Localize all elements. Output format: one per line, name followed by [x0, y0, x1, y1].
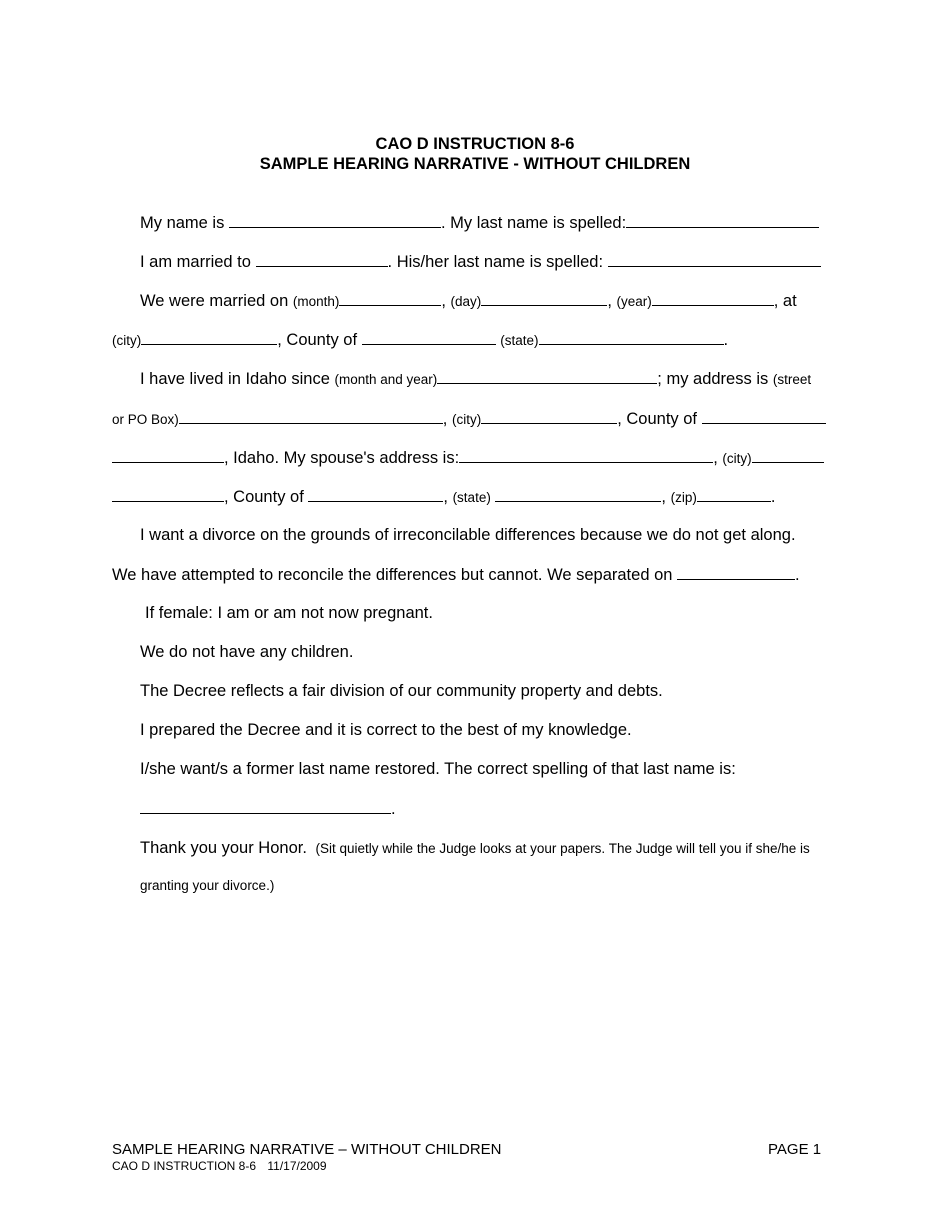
- name-label: My name is: [140, 214, 225, 232]
- footer-title: SAMPLE HEARING NARRATIVE – WITHOUT CHILDREN: [112, 1141, 502, 1158]
- spouse-address-line: , Idaho. My spouse's address is: , (city): [112, 448, 824, 468]
- city-label: (city): [451, 412, 482, 427]
- spouse-city-field-cont[interactable]: [112, 487, 224, 502]
- spouse-spelled-field[interactable]: [608, 252, 821, 267]
- married-city-field[interactable]: [141, 330, 277, 345]
- footer-date: 11/17/2009: [267, 1159, 327, 1173]
- married-day-field[interactable]: [481, 291, 607, 306]
- my-address-label: ; my address is: [657, 370, 769, 388]
- thank-you-text: Thank you your Honor.: [140, 839, 307, 857]
- month-label: (month): [292, 294, 340, 309]
- instructions-text-cont: granting your divorce.): [140, 878, 275, 893]
- pregnant-text: If female: I am or am not now pregnant.: [145, 604, 433, 622]
- footer-page-number: PAGE 1: [768, 1141, 822, 1158]
- street-field[interactable]: [179, 409, 443, 424]
- county-label: , County of: [617, 410, 697, 428]
- year-label: (year): [616, 294, 652, 309]
- spouse-location-line: , County of , (state) , (zip) .: [112, 487, 775, 507]
- married-place-line: (city) , County of (state) .: [112, 331, 729, 349]
- instructions-text: (Sit quietly while the Judge looks at your papers. The Judge will tell you if she/he is: [315, 841, 810, 856]
- decree-prepared-text: I prepared the Decree and it is correct to the best of my knowledge.: [140, 721, 632, 739]
- county-field-cont[interactable]: [112, 448, 224, 463]
- county-label: , County of: [277, 331, 358, 349]
- city-label: (city): [112, 333, 142, 348]
- married-on-label: We were married on: [140, 292, 289, 310]
- married-state-field[interactable]: [539, 330, 724, 345]
- married-to-label: I am married to: [140, 253, 251, 271]
- spouse-state-field[interactable]: [495, 487, 661, 502]
- name-spelled-label: . My last name is spelled:: [440, 214, 627, 232]
- married-year-field[interactable]: [652, 291, 774, 306]
- po-box-label: or PO Box): [112, 412, 179, 427]
- spouse-address-field[interactable]: [459, 448, 713, 463]
- footer-code-line: [112, 1159, 327, 1173]
- married-on-line: We were married on (month) , (day) , (year) , at: [140, 292, 797, 310]
- footer-code: CAO D INSTRUCTION 8-6: [112, 1159, 257, 1173]
- separated-date-field[interactable]: [677, 565, 795, 580]
- spouse-county-field[interactable]: [308, 487, 443, 502]
- idaho-spouse-label: , Idaho. My spouse's address is:: [224, 449, 460, 467]
- day-label: (day): [450, 294, 482, 309]
- separated-line: We have attempted to reconcile the differences but cannot. We separated on .: [112, 566, 800, 584]
- county-label: , County of: [224, 488, 304, 506]
- document-title: CAO D INSTRUCTION 8-6: [375, 135, 575, 153]
- separated-label: We have attempted to reconcile the differences but cannot. We separated on: [112, 566, 673, 584]
- street-label: (street: [772, 372, 812, 387]
- document-subtitle: SAMPLE HEARING NARRATIVE - WITHOUT CHILDREN: [259, 155, 691, 173]
- name-line: [140, 213, 819, 233]
- married-county-field[interactable]: [362, 330, 496, 345]
- decree-fair-text: The Decree reflects a fair division of our community property and debts.: [140, 682, 663, 700]
- grounds-text: I want a divorce on the grounds of irreconcilable differences because we do not get along.: [140, 526, 796, 544]
- name-spelled-field[interactable]: [626, 213, 819, 228]
- state-label: (state): [452, 490, 491, 505]
- spouse-spelled-label: . His/her last name is spelled:: [387, 253, 604, 271]
- city-field[interactable]: [481, 409, 617, 424]
- spouse-zip-field[interactable]: [697, 487, 771, 502]
- name-field[interactable]: [229, 213, 441, 228]
- spouse-name-field[interactable]: [256, 252, 388, 267]
- county-field[interactable]: [702, 409, 826, 424]
- married-to-line: [140, 252, 821, 272]
- spouse-city-field[interactable]: [752, 448, 824, 463]
- former-name-field[interactable]: [140, 799, 391, 814]
- lived-since-field[interactable]: [437, 369, 657, 384]
- month-and-year-label: (month and year): [334, 372, 438, 387]
- lived-since-label: I have lived in Idaho since: [140, 370, 330, 388]
- zip-label: (zip): [670, 490, 697, 505]
- no-children-text: We do not have any children.: [140, 643, 354, 661]
- at-label: , at: [773, 292, 797, 310]
- married-month-field[interactable]: [339, 291, 441, 306]
- former-name-line: .: [140, 799, 396, 819]
- state-label: (state): [500, 333, 539, 348]
- address-line: or PO Box) , (city) , County of: [112, 409, 826, 429]
- lived-since-line: [140, 369, 811, 389]
- city-label: (city): [722, 451, 752, 466]
- former-name-text: I/she want/s a former last name restored. The correct spelling of that last name is:: [140, 760, 736, 778]
- thank-you-line: [140, 839, 810, 858]
